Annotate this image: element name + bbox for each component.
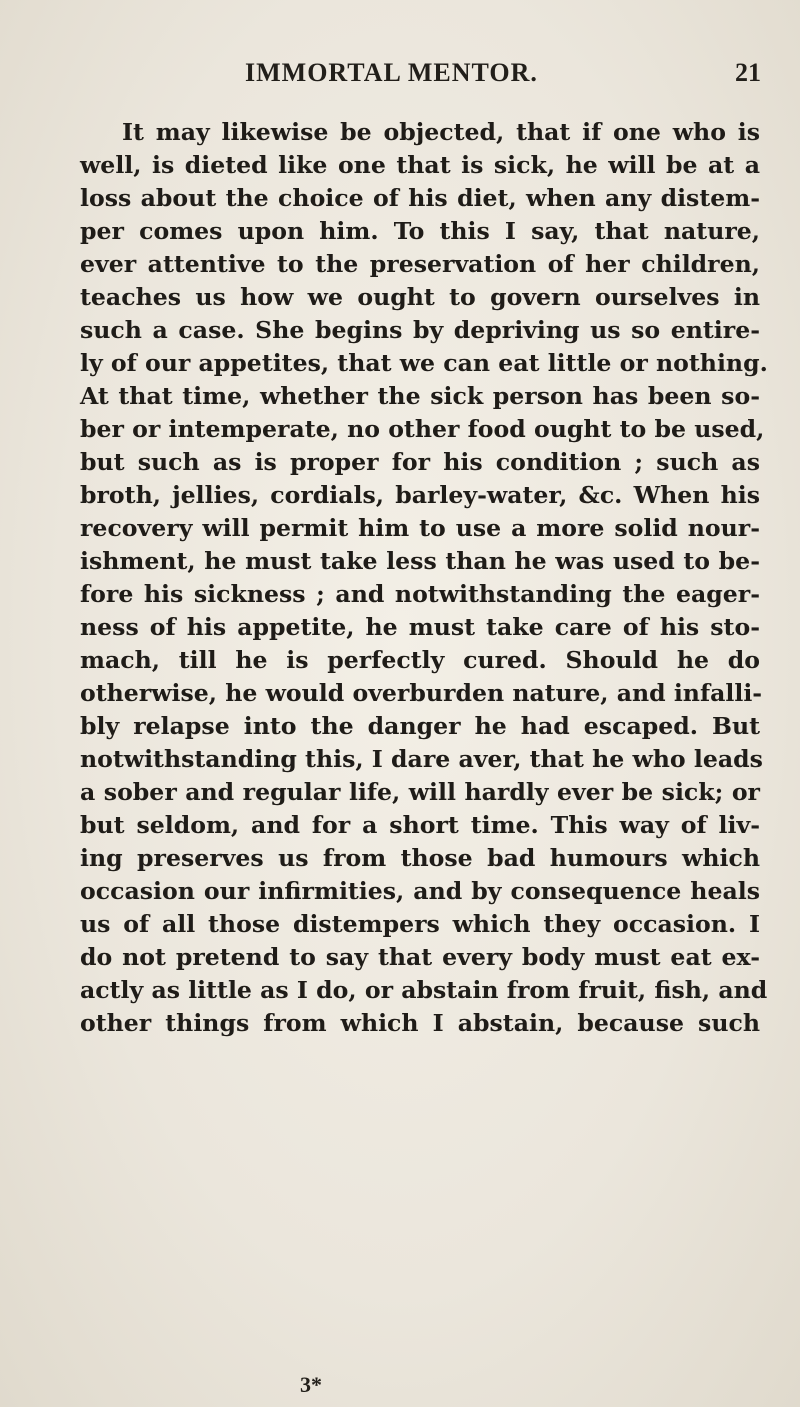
- page-number: 21: [735, 58, 761, 87]
- running-title: IMMORTAL MENTOR.: [245, 58, 538, 87]
- text-line: ishment, he must take less than he was used to be-: [80, 547, 760, 575]
- text-line: loss about the choice of his diet, when any distem-: [80, 184, 760, 212]
- text-line: a sober and regular life, will hardly ever be sick; or: [80, 778, 760, 806]
- text-line: ness of his appetite, he must take care of his sto-: [80, 613, 760, 641]
- text-line: well, is dieted like one that is sick, he will be at a: [80, 151, 760, 179]
- text-line: broth, jellies, cordials, barley-water, &c. When his: [80, 481, 760, 509]
- text-line: other things from which I abstain, because such: [80, 1009, 760, 1037]
- running-head: [0, 58, 800, 98]
- text-line: It may likewise be objected, that if one who is: [122, 118, 760, 146]
- text-line: teaches us how we ought to govern ourselves in: [80, 283, 760, 311]
- body-paragraph: [80, 116, 768, 1040]
- text-line: At that time, whether the sick person has been so-: [80, 382, 760, 410]
- text-line: otherwise, he would overburden nature, and infalli-: [80, 679, 763, 707]
- text-line: but such as is proper for his condition ; such as: [80, 448, 760, 476]
- text-line: actly as little as I do, or abstain from fruit, fish, and: [80, 976, 768, 1004]
- text-line: bly relapse into the danger he had escaped. But: [80, 712, 760, 740]
- text-line: ly of our appetites, that we can eat little or nothing.: [80, 349, 768, 377]
- text-line: per comes upon him. To this I say, that nature,: [80, 217, 760, 245]
- text-line: us of all those distempers which they occasion. I: [80, 910, 760, 938]
- signature-mark: 3*: [300, 1372, 322, 1397]
- text-line: notwithstanding this, I dare aver, that he who leads: [80, 745, 763, 773]
- text-line: recovery will permit him to use a more solid nour-: [80, 514, 760, 542]
- text-line: mach, till he is perfectly cured. Should he do: [80, 646, 760, 674]
- text-line: occasion our infirmities, and by consequence heals: [80, 877, 760, 905]
- text-line: ever attentive to the preservation of her children,: [80, 250, 760, 278]
- text-line: fore his sickness ; and notwithstanding the eager-: [80, 580, 760, 608]
- text-line: but seldom, and for a short time. This way of liv-: [80, 811, 760, 839]
- text-line: such a case. She begins by depriving us so entire-: [80, 316, 760, 344]
- text-line: do not pretend to say that every body must eat ex-: [80, 943, 760, 971]
- text-line: ing preserves us from those bad humours which: [80, 844, 760, 872]
- text-line: ber or intemperate, no other food ought to be used,: [80, 415, 765, 443]
